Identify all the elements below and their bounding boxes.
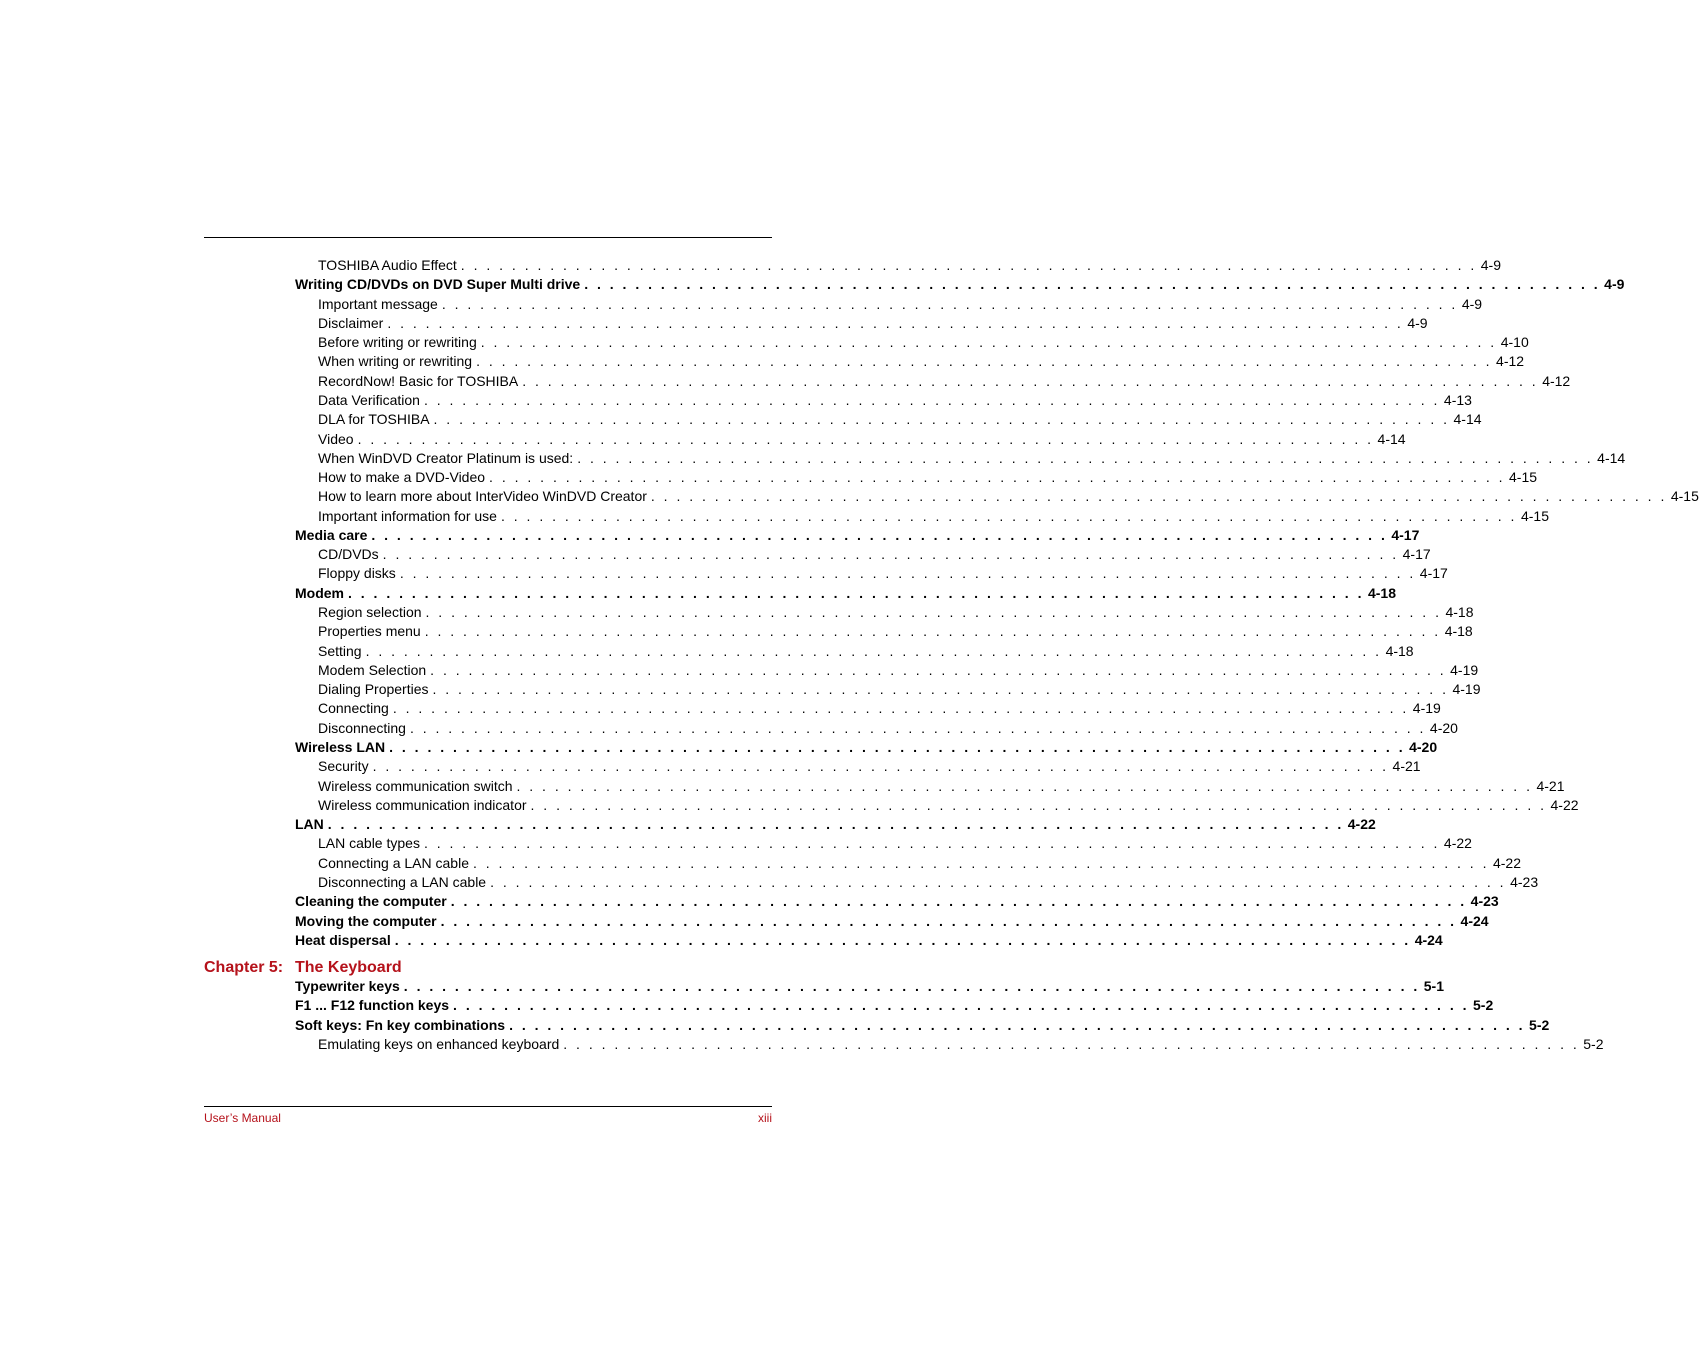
toc-entry-title: Security xyxy=(318,758,369,775)
toc-entry-page: 4-14 xyxy=(1597,449,1626,466)
toc-entry-page: 4-20 xyxy=(1429,719,1458,736)
toc-entry-title: Region selection xyxy=(318,604,422,621)
toc-leader-dots: . . . . . . . . . . . . . . . . . . . . . . . . . . . . . . . . . . . . . . . . . . . . . . . . . . . . . . . . . . . . . . . . . . . . . . . . . . . . . . . . xyxy=(650,488,1667,505)
toc-leader-dots: . . . . . . . . . . . . . . . . . . . . . . . . . . . . . . . . . . . . . . . . . . . . . . . . . . . . . . . . . . . . . . . . . . . . . . . . . . . . . . . . xyxy=(387,314,1404,331)
toc-subsection-entry[interactable] xyxy=(318,854,1521,873)
toc-leader-dots: . . . . . . . . . . . . . . . . . . . . . . . . . . . . . . . . . . . . . . . . . . . . . . . . . . . . . . . . . . . . . . . . . . . . . . . . . . . . . . . . xyxy=(450,893,1467,910)
toc-entry-title: DLA for TOSHIBA xyxy=(318,411,430,428)
toc-entry-page: 5-1 xyxy=(1423,978,1444,994)
chapter-number: Chapter 5: xyxy=(204,959,284,976)
toc-subsection-entry[interactable] xyxy=(318,873,1539,892)
toc-entry-title: Wireless LAN xyxy=(295,739,386,755)
toc-leader-dots: . . . . . . . . . . . . . . . . . . . . . . . . . . . . . . . . . . . . . . . . . . . . . . . . . . . . . . . . . . . . . . . . . . . . . . . . . . . . . . . . xyxy=(432,681,1449,698)
toc-subsection-entry[interactable] xyxy=(318,603,1474,622)
footer-page-number: xiii xyxy=(758,1111,772,1125)
toc-entry-title: Typewriter keys xyxy=(295,978,400,994)
toc-leader-dots: . . . . . . . . . . . . . . . . . . . . . . . . . . . . . . . . . . . . . . . . . . . . . . . . . . . . . . . . . . . . . . . . . . . . . . . . . . . . . . . . xyxy=(453,997,1470,1014)
toc-entry-page: 5-2 xyxy=(1473,997,1494,1014)
toc-section-entry[interactable] xyxy=(295,275,1625,294)
toc-entry-title: Before writing or rewriting xyxy=(318,334,477,351)
toc-subsection-entry[interactable] xyxy=(318,333,1529,352)
toc-leader-dots: . . . . . . . . . . . . . . . . . . . . . . . . . . . . . . . . . . . . . . . . . . . . . . . . . . . . . . . . . . . . . . . . . . . . . . . . . . . . . . . . xyxy=(516,777,1533,794)
toc-subsection-entry[interactable] xyxy=(318,777,1565,796)
toc-entry-page: 4-24 xyxy=(1414,931,1443,948)
toc-subsection-entry[interactable] xyxy=(318,757,1421,776)
toc-subsection-entry[interactable] xyxy=(318,468,1538,487)
toc-entry-title: Dialing Properties xyxy=(318,681,429,698)
toc-entry-page: 4-9 xyxy=(1604,276,1625,293)
toc-leader-dots: . . . . . . . . . . . . . . . . . . . . . . . . . . . . . . . . . . . . . . . . . . . . . . . . . . . . . . . . . . . . . . . . . . . . . . . . . . . . . . . . xyxy=(440,912,1457,929)
toc-section-entry[interactable] xyxy=(295,931,1443,950)
toc-leader-dots: . . . . . . . . . . . . . . . . . . . . . . . . . . . . . . . . . . . . . . . . . . . . . . . . . . . . . . . . . . . . . . . . . . . . . . . . . . . . . . . . xyxy=(399,565,1416,582)
toc-leader-dots: . . . . . . . . . . . . . . . . . . . . . . . . . . . . . . . . . . . . . . . . . . . . . . . . . . . . . . . . . . . . . . . . . . . . . . . . . . . . . . . . xyxy=(433,411,1450,428)
toc-subsection-entry[interactable] xyxy=(318,314,1428,333)
toc-entry-page: 4-18 xyxy=(1445,604,1474,621)
toc-subsection-entry[interactable] xyxy=(318,564,1448,583)
toc-leader-dots: . . . . . . . . . . . . . . . . . . . . . . . . . . . . . . . . . . . . . . . . . . . . . . . . . . . . . . . . . . . . . . . . . . . . . . . . . . . . . . . . xyxy=(409,719,1426,736)
toc-entry-title: Setting xyxy=(318,642,362,659)
toc-entry-title: Floppy disks xyxy=(318,565,396,582)
header-rule xyxy=(204,237,772,238)
toc-entry-title: How to make a DVD-Video xyxy=(318,469,486,486)
toc-leader-dots: . . . . . . . . . . . . . . . . . . . . . . . . . . . . . . . . . . . . . . . . . . . . . . . . . . . . . . . . . . . . . . . . . . . . . . . . . . . . . . . . xyxy=(509,1016,1526,1033)
toc-leader-dots: . . . . . . . . . . . . . . . . . . . . . . . . . . . . . . . . . . . . . . . . . . . . . . . . . . . . . . . . . . . . . . . . . . . . . . . . . . . . . . . . xyxy=(563,1036,1580,1053)
toc-entry-page: 4-24 xyxy=(1460,912,1489,929)
toc-subsection-entry[interactable] xyxy=(318,642,1414,661)
toc-entry-title: How to learn more about InterVideo WinDVD Creator xyxy=(318,488,647,505)
toc-entry-title: Modem Selection xyxy=(318,661,427,678)
toc-subsection-entry[interactable] xyxy=(318,545,1431,564)
toc-leader-dots: . . . . . . . . . . . . . . . . . . . . . . . . . . . . . . . . . . . . . . . . . . . . . . . . . . . . . . . . . . . . . . . . . . . . . . . . . . . . . . . . xyxy=(460,257,1477,273)
toc-subsection-entry[interactable] xyxy=(318,507,1549,526)
toc-section-entry[interactable] xyxy=(295,738,1438,757)
toc-entry-title: Modem xyxy=(295,584,344,601)
toc-entry-page: 4-13 xyxy=(1443,391,1472,408)
toc-leader-dots: . . . . . . . . . . . . . . . . . . . . . . . . . . . . . . . . . . . . . . . . . . . . . . . . . . . . . . . . . . . . . . . . . . . . . . . . . . . . . . . . xyxy=(365,642,1382,659)
toc-entry-page: 4-17 xyxy=(1419,565,1448,582)
toc-subsection-entry[interactable] xyxy=(318,834,1472,853)
toc-entry-page: 4-9 xyxy=(1407,314,1428,331)
toc-subsection-entry[interactable] xyxy=(318,352,1525,371)
toc-subsection-entry[interactable] xyxy=(318,430,1406,449)
toc-entry-title: Important message xyxy=(318,295,438,312)
toc-entry-title: TOSHIBA Audio Effect xyxy=(318,257,457,273)
toc-entry-page: 4-19 xyxy=(1412,700,1441,717)
toc-subsection-entry[interactable] xyxy=(318,487,1699,506)
footer-rule xyxy=(204,1106,772,1107)
toc-entry-page: 4-15 xyxy=(1670,488,1699,505)
toc-entry-page: 4-10 xyxy=(1500,334,1529,351)
toc-leader-dots: . . . . . . . . . . . . . . . . . . . . . . . . . . . . . . . . . . . . . . . . . . . . . . . . . . . . . . . . . . . . . . . . . . . . . . . . . . . . . . . . xyxy=(490,873,1507,890)
toc-section-entry[interactable] xyxy=(295,996,1494,1015)
toc-entry-page: 5-2 xyxy=(1583,1036,1604,1053)
toc-section-entry[interactable] xyxy=(295,526,1420,545)
toc-leader-dots: . . . . . . . . . . . . . . . . . . . . . . . . . . . . . . . . . . . . . . . . . . . . . . . . . . . . . . . . . . . . . . . . . . . . . . . . . . . . . . . . xyxy=(423,391,1440,408)
toc-subsection-entry[interactable] xyxy=(318,622,1473,641)
toc-entry-title: LAN xyxy=(295,816,324,833)
toc-entry-title: Connecting a LAN cable xyxy=(318,854,469,871)
toc-entry-page: 4-21 xyxy=(1392,758,1421,775)
toc-entry-title: Wireless communication indicator xyxy=(318,796,527,813)
toc-entry-title: Important information for use xyxy=(318,507,497,524)
toc-leader-dots: . . . . . . . . . . . . . . . . . . . . . . . . . . . . . . . . . . . . . . . . . . . . . . . . . . . . . . . . . . . . . . . . . . . . . . . . . . . . . . . . xyxy=(441,295,1458,312)
footer-manual-label: User’s Manual xyxy=(204,1111,281,1125)
toc-entry-title: Soft keys: Fn key combinations xyxy=(295,1016,506,1033)
toc-subsection-entry[interactable] xyxy=(318,256,1501,275)
toc-leader-dots: . . . . . . . . . . . . . . . . . . . . . . . . . . . . . . . . . . . . . . . . . . . . . . . . . . . . . . . . . . . . . . . . . . . . . . . . . . . . . . . . xyxy=(489,469,1506,486)
toc-entry-title: Media care xyxy=(295,526,368,543)
toc-leader-dots: . . . . . . . . . . . . . . . . . . . . . . . . . . . . . . . . . . . . . . . . . . . . . . . . . . . . . . . . . . . . . . . . . . . . . . . . . . . . . . . . xyxy=(424,623,1441,640)
toc-entry-title: Writing CD/DVDs on DVD Super Multi drive xyxy=(295,276,581,293)
toc-entry-title: Emulating keys on enhanced keyboard xyxy=(318,1036,560,1053)
toc-entry-title: RecordNow! Basic for TOSHIBA xyxy=(318,372,519,389)
toc-leader-dots: . . . . . . . . . . . . . . . . . . . . . . . . . . . . . . . . . . . . . . . . . . . . . . . . . . . . . . . . . . . . . . . . . . . . . . . . . . . . . . . . xyxy=(403,978,1420,994)
toc-entry-title: Connecting xyxy=(318,700,389,717)
toc-entry-page: 4-22 xyxy=(1550,796,1579,813)
toc-entry-page: 4-22 xyxy=(1492,854,1521,871)
toc-entry-title: Disconnecting a LAN cable xyxy=(318,873,487,890)
toc-entry-title: Disclaimer xyxy=(318,314,384,331)
toc-leader-dots: . . . . . . . . . . . . . . . . . . . . . . . . . . . . . . . . . . . . . . . . . . . . . . . . . . . . . . . . . . . . . . . . . . . . . . . . . . . . . . . . xyxy=(371,526,1388,543)
toc-section-entry[interactable] xyxy=(295,584,1396,603)
toc-entry-page: 4-23 xyxy=(1470,893,1499,910)
toc-entry-page: 4-20 xyxy=(1409,739,1438,755)
toc-entry-page: 5-2 xyxy=(1529,1016,1550,1033)
toc-entry-title: Cleaning the computer xyxy=(295,893,447,910)
toc-entry-page: 4-9 xyxy=(1480,257,1501,273)
toc-entry-page: 4-23 xyxy=(1510,873,1539,890)
toc-leader-dots: . . . . . . . . . . . . . . . . . . . . . . . . . . . . . . . . . . . . . . . . . . . . . . . . . . . . . . . . . . . . . . . . . . . . . . . . . . . . . . . . xyxy=(394,931,1411,948)
toc-entry-title: CD/DVDs xyxy=(318,546,379,563)
toc-entry-title: LAN cable types xyxy=(318,835,420,852)
toc-subsection-entry[interactable] xyxy=(318,410,1482,429)
toc-entry-page: 4-15 xyxy=(1509,469,1538,486)
toc-entry-page: 4-15 xyxy=(1520,507,1549,524)
toc-entry-page: 4-12 xyxy=(1496,353,1525,370)
toc-subsection-entry[interactable] xyxy=(318,719,1458,738)
toc-leader-dots: . . . . . . . . . . . . . . . . . . . . . . . . . . . . . . . . . . . . . . . . . . . . . . . . . . . . . . . . . . . . . . . . . . . . . . . . . . . . . . . . xyxy=(430,661,1447,678)
toc-entry-page: 4-18 xyxy=(1385,642,1414,659)
toc-subsection-entry[interactable] xyxy=(318,449,1626,468)
toc-entry-title: Data Verification xyxy=(318,391,420,408)
chapter-title: The Keyboard xyxy=(295,959,402,976)
toc-entry-page: 4-21 xyxy=(1536,777,1565,794)
toc-entry-page: 4-22 xyxy=(1443,835,1472,852)
toc-leader-dots: . . . . . . . . . . . . . . . . . . . . . . . . . . . . . . . . . . . . . . . . . . . . . . . . . . . . . . . . . . . . . . . . . . . . . . . . . . . . . . . . xyxy=(480,334,1497,351)
toc-section-entry[interactable] xyxy=(295,892,1499,911)
toc-leader-dots: . . . . . . . . . . . . . . . . . . . . . . . . . . . . . . . . . . . . . . . . . . . . . . . . . . . . . . . . . . . . . . . . . . . . . . . . . . . . . . . . xyxy=(522,372,1539,389)
toc-entry-title: Wireless communication switch xyxy=(318,777,513,794)
toc-subsection-entry[interactable] xyxy=(318,699,1441,718)
toc-leader-dots: . . . . . . . . . . . . . . . . . . . . . . . . . . . . . . . . . . . . . . . . . . . . . . . . . . . . . . . . . . . . . . . . . . . . . . . . . . . . . . . . xyxy=(584,276,1601,293)
toc-leader-dots: . . . . . . . . . . . . . . . . . . . . . . . . . . . . . . . . . . . . . . . . . . . . . . . . . . . . . . . . . . . . . . . . . . . . . . . . . . . . . . . . xyxy=(389,739,1406,755)
chapter-heading xyxy=(204,958,402,978)
toc-subsection-entry[interactable] xyxy=(318,796,1579,815)
toc-entry-page: 4-22 xyxy=(1347,816,1376,833)
toc-leader-dots: . . . . . . . . . . . . . . . . . . . . . . . . . . . . . . . . . . . . . . . . . . . . . . . . . . . . . . . . . . . . . . . . . . . . . . . . . . . . . . . . xyxy=(357,430,1374,447)
toc-entry-page: 4-17 xyxy=(1391,526,1420,543)
toc-leader-dots: . . . . . . . . . . . . . . . . . . . . . . . . . . . . . . . . . . . . . . . . . . . . . . . . . . . . . . . . . . . . . . . . . . . . . . . . . . . . . . . . xyxy=(500,507,1517,524)
toc-entry-page: 4-19 xyxy=(1452,681,1481,698)
toc-section-entry[interactable] xyxy=(295,912,1489,931)
toc-entry-title: Heat dispersal xyxy=(295,931,391,948)
toc-leader-dots: . . . . . . . . . . . . . . . . . . . . . . . . . . . . . . . . . . . . . . . . . . . . . . . . . . . . . . . . . . . . . . . . . . . . . . . . . . . . . . . . xyxy=(577,449,1594,466)
toc-entry-page: 4-18 xyxy=(1444,623,1473,640)
toc-leader-dots: . . . . . . . . . . . . . . . . . . . . . . . . . . . . . . . . . . . . . . . . . . . . . . . . . . . . . . . . . . . . . . . . . . . . . . . . . . . . . . . . xyxy=(392,700,1409,717)
toc-entry-page: 4-19 xyxy=(1450,661,1479,678)
toc-entry-title: Video xyxy=(318,430,354,447)
toc-entry-title: Moving the computer xyxy=(295,912,437,929)
toc-section-entry[interactable] xyxy=(295,815,1376,834)
toc-leader-dots: . . . . . . . . . . . . . . . . . . . . . . . . . . . . . . . . . . . . . . . . . . . . . . . . . . . . . . . . . . . . . . . . . . . . . . . . . . . . . . . . xyxy=(372,758,1389,775)
toc-leader-dots: . . . . . . . . . . . . . . . . . . . . . . . . . . . . . . . . . . . . . . . . . . . . . . . . . . . . . . . . . . . . . . . . . . . . . . . . . . . . . . . . xyxy=(423,835,1440,852)
toc-entry-page: 4-12 xyxy=(1542,372,1571,389)
toc-entry-page: 4-18 xyxy=(1367,584,1396,601)
toc-entry-title: Properties menu xyxy=(318,623,421,640)
toc-subsection-entry[interactable] xyxy=(318,1035,1604,1054)
toc-subsection-entry[interactable] xyxy=(318,680,1481,699)
toc-subsection-entry[interactable] xyxy=(318,391,1472,410)
toc-entry-title: When WinDVD Creator Platinum is used: xyxy=(318,449,574,466)
toc-leader-dots: . . . . . . . . . . . . . . . . . . . . . . . . . . . . . . . . . . . . . . . . . . . . . . . . . . . . . . . . . . . . . . . . . . . . . . . . . . . . . . . . xyxy=(530,796,1547,813)
toc-leader-dots: . . . . . . . . . . . . . . . . . . . . . . . . . . . . . . . . . . . . . . . . . . . . . . . . . . . . . . . . . . . . . . . . . . . . . . . . . . . . . . . . xyxy=(425,604,1442,621)
toc-subsection-entry[interactable] xyxy=(318,295,1483,314)
toc-leader-dots: . . . . . . . . . . . . . . . . . . . . . . . . . . . . . . . . . . . . . . . . . . . . . . . . . . . . . . . . . . . . . . . . . . . . . . . . . . . . . . . . xyxy=(348,584,1364,601)
toc-entry-page: 4-14 xyxy=(1377,430,1406,447)
toc-section-entry[interactable] xyxy=(295,977,1444,996)
toc-leader-dots: . . . . . . . . . . . . . . . . . . . . . . . . . . . . . . . . . . . . . . . . . . . . . . . . . . . . . . . . . . . . . . . . . . . . . . . . . . . . . . . . xyxy=(473,854,1489,871)
toc-entry-title: When writing or rewriting xyxy=(318,353,473,370)
toc-leader-dots: . . . . . . . . . . . . . . . . . . . . . . . . . . . . . . . . . . . . . . . . . . . . . . . . . . . . . . . . . . . . . . . . . . . . . . . . . . . . . . . . xyxy=(327,816,1344,833)
toc-entry-title: Disconnecting xyxy=(318,719,406,736)
toc-section-entry[interactable] xyxy=(295,1016,1550,1035)
toc-subsection-entry[interactable] xyxy=(318,372,1571,391)
toc-leader-dots: . . . . . . . . . . . . . . . . . . . . . . . . . . . . . . . . . . . . . . . . . . . . . . . . . . . . . . . . . . . . . . . . . . . . . . . . . . . . . . . . xyxy=(382,546,1399,563)
toc-entry-title: F1 ... F12 function keys xyxy=(295,997,450,1014)
toc-entry-page: 4-17 xyxy=(1402,546,1431,563)
toc-entry-page: 4-9 xyxy=(1461,295,1483,312)
toc-leader-dots: . . . . . . . . . . . . . . . . . . . . . . . . . . . . . . . . . . . . . . . . . . . . . . . . . . . . . . . . . . . . . . . . . . . . . . . . . . . . . . . . xyxy=(476,353,1493,370)
toc-entry-page: 4-14 xyxy=(1453,411,1482,428)
toc-subsection-entry[interactable] xyxy=(318,661,1479,680)
